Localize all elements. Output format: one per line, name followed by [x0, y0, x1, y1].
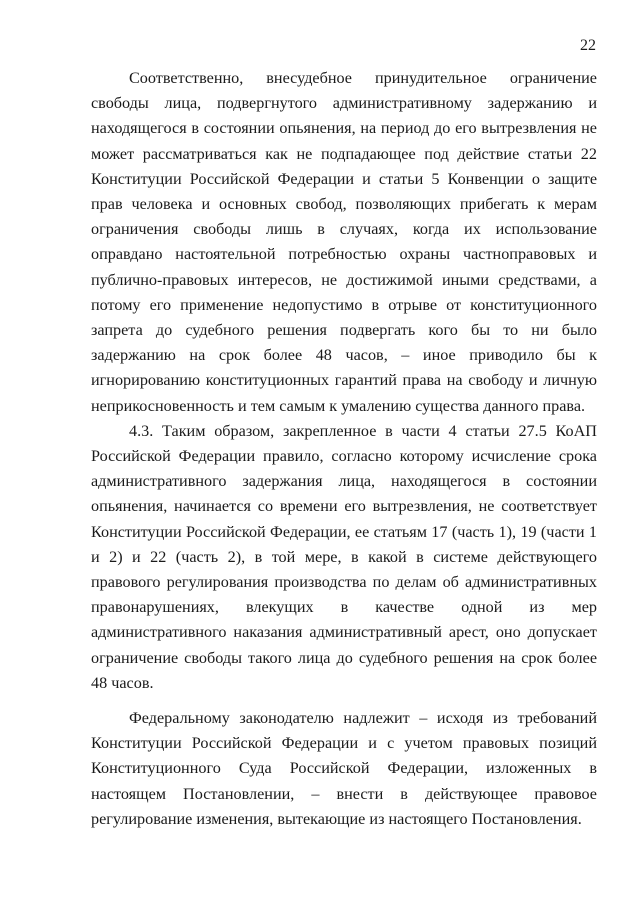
document-body — [91, 66, 597, 832]
paragraph-4-3: 4.3. Таким образом, закрепленное в части 4 статьи 27.5 КоАП Российской Федерации правило, согласно которому исчисление срока административного задержания лица, находящегося в состоянии опьянения, начинается со времени его вытрезвления, не соответствует Конституции Российской Федерации, ее статьям 17 (часть 1), 19 (части 1 и 2) и 22 (часть 2), в той мере, в какой в системе действующего правового регулирования производства по делам об административных правонарушениях, влекущих в качестве одной из мер административного наказания административный арест, оно допускает ограничение свободы такого лица до судебного решения на срок более 48 часов. — [91, 421, 597, 692]
paragraph-consequence: Соответственно, внесудебное принудительное ограничение свободы лица, подвергнутого административному задержанию и находящегося в состоянии опьянения, на период до его вытрезвления не может рассматриваться как не подпадающее под действие статьи 22 Конституции Российской Федерации и статьи 5 Конвенции о защите прав человека и основных свобод, позволяющих прибегать к мерам ограничения свободы лишь в случаях, когда их использование оправдано настоятельной потребностью охраны частноправовых и публично-правовых интересов, не достижимой иными средствами, а потому его применение недопустимо в отрыве от конституционного запрета до судебного решения подвергать кого бы то ни было задержанию на срок более 48 часов, – иное приводило бы к игнорированию конституционных гарантий права на свободу и личную неприкосновенность и тем самым к умалению существа данного права. — [91, 69, 597, 415]
page-number: 22 — [580, 37, 596, 54]
paragraph-legislator-duty: Федеральному законодателю надлежит – исходя из требований Конституции Российской Федерации и с учетом правовых позиций Конституционного Суда Российской Федерации, изложенных в настоящем Постановлении, – внести в действующее правовое регулирование изменения, вытекающие из настоящего Постановления. — [91, 709, 597, 828]
